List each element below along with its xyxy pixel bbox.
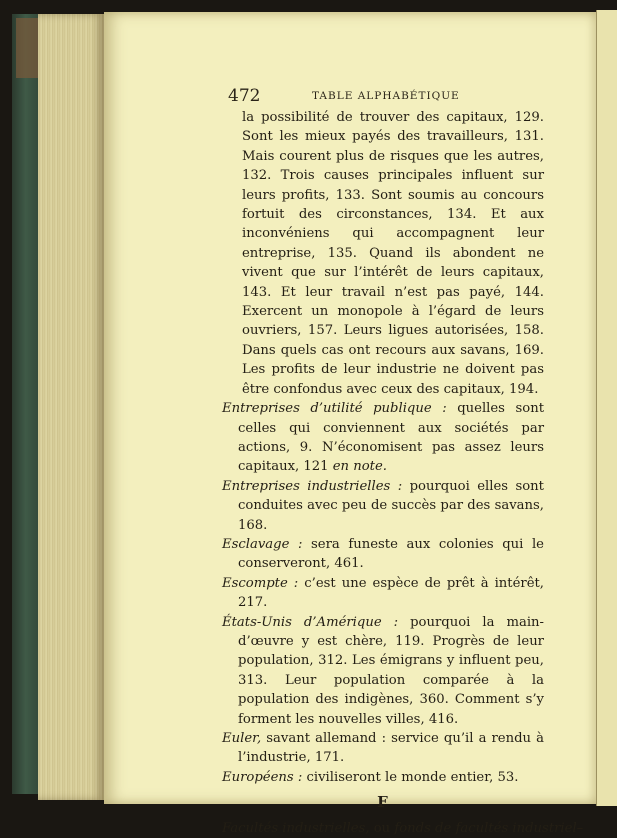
entry-term: Entreprises industrielles :	[222, 478, 403, 494]
entry-note: en note.	[332, 459, 387, 475]
entry-term-continued: fonds de facultés industriel–	[394, 820, 584, 836]
entry-term: États-Unis d’Amérique :	[222, 614, 399, 630]
entry-text: quelles sont celles qui conviennent aux sociétés par actions, 9. N’économisent pas assez leurs capitaux, 121	[238, 401, 544, 475]
index-entry	[222, 613, 544, 729]
entry-term: Escompte :	[222, 575, 299, 591]
index-entry	[222, 574, 544, 613]
section-letter: F	[377, 793, 389, 812]
entry-text: savant allemand : service qu’il a rendu à l’industrie, 171.	[238, 731, 544, 766]
continuation-entry: la possibilité de trouver des capitaux, 129. Sont les mieux payés des travailleurs, 131. Mais courent plus de risques que les autres, 132. Trois causes principales influent sur leurs profits, 133. Sont soumis au concours fortuit des circonstances, 134. Et aux inconvéniens qui accompagnent leur entreprise, 135. Quand ils abondent ne vivent que sur l’intérêt de leurs capitaux, 143. Et leur travail n’est pas payé, 144. Exercent un monopole à l’égard de leurs ouvriers, 157. Leurs ligues autorisées, 158. Dans quels cas ont recours aux savans, 169. Les profits de leur industrie ne doivent pas être confondus avec ceux des capitaux, 194.	[242, 110, 544, 397]
entry-text: civiliseront le monde entier, 53.	[302, 769, 519, 785]
entry-term: Européens :	[222, 769, 303, 785]
entry-text: sera funeste aux colonies qui le conserveront, 461.	[238, 536, 544, 572]
index-text	[222, 108, 584, 838]
index-entry	[222, 768, 544, 787]
index-entry	[222, 477, 544, 535]
entry-term: Euler,	[222, 731, 262, 746]
entry-term: Esclavage :	[222, 536, 303, 552]
entry-term: Entreprises d’utilité publique :	[222, 401, 447, 417]
entry-text: c’est une espèce de prêt à intérêt, 217.	[238, 575, 544, 611]
index-entry	[222, 729, 544, 768]
entry-text: pourquoi elles sont conduites avec peu de succès par des savans, 168.	[238, 478, 544, 533]
index-entry	[222, 819, 584, 838]
running-head: TABLE ALPHABÉTIQUE	[312, 90, 460, 102]
entry-text: ou	[369, 820, 395, 836]
index-entry	[222, 535, 544, 574]
page-stack	[38, 14, 104, 800]
entry-term: Facultés industrielles,	[222, 820, 370, 836]
entry-text: pourquoi la main-d’œuvre y est chère, 119. Progrès de leur population, 312. Les émigrans y influent peu, 313. Leur population comparée à la population des indigènes, 360. Comment s’y forment les nouvelles villes, 416.	[238, 614, 544, 727]
index-entry	[222, 399, 544, 477]
page-header	[228, 86, 546, 108]
facing-page-edge	[596, 10, 617, 806]
page-number: 472	[228, 86, 261, 106]
